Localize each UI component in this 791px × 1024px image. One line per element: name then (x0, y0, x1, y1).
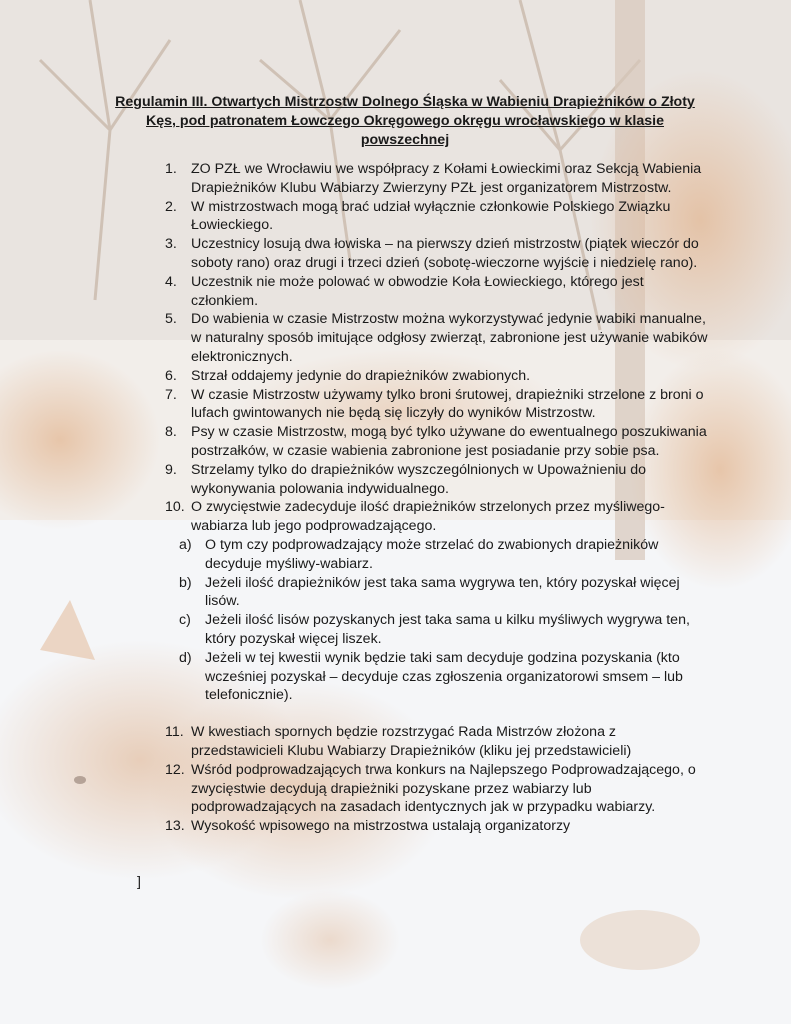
list-item (165, 273, 710, 311)
list-item (165, 423, 710, 461)
item-text: Wysokość wpisowego na mistrzostwa ustalają organizatorzy (191, 818, 571, 835)
list-item (165, 817, 710, 836)
list-item (165, 160, 710, 198)
item-text: W kwestiach spornych będzie rozstrzygać Rada Mistrzów złożona z przedstawicieli Klubu Wabiarzy Drapieżników (kliku jej przedstawicieli) (191, 724, 632, 759)
item-text: Do wabienia w czasie Mistrzostw można wykorzystywać jedynie wabiki manualne, w naturalny sposób imitujące odgłosy zwierząt, zabronione jest używanie wabików elektronicznych. (191, 311, 708, 365)
sub-list-item (163, 649, 710, 705)
item-number: 3. (165, 236, 177, 253)
list-item (165, 367, 710, 386)
list-item (165, 461, 710, 499)
sub-item-letter: c) (179, 612, 191, 629)
item-text: Strzelamy tylko do drapieżników wyszczególnionych w Upoważnieniu do wykonywania polowania indywidualnego. (191, 461, 647, 497)
list-item (165, 198, 710, 236)
list-item (165, 498, 710, 536)
sub-item-letter: b) (179, 574, 192, 591)
item-number: 1. (165, 161, 177, 177)
spacer (165, 705, 710, 723)
item-text: Wśród podprowadzających trwa konkurs na Najlepszego Podprowadzającego, o zwycięstwie decydują drapieżniki pozyskane przez wabiarzy lub podprowadzających na zasadach identycznych jak w przypadku wabiarzy. (191, 761, 696, 816)
item-number: 9. (165, 461, 177, 478)
document-title: Regulamin III. Otwartych Mistrzostw Dolnego Śląska w Wabieniu Drapieżników o Złoty Kęs, pod patronatem Łowczego Okręgowego okręgu wrocławskiego w klasie powszechnej (115, 94, 695, 148)
rules-list (165, 160, 710, 836)
item-text: W mistrzostwach mogą brać udział wyłącznie członkowie Polskiego Związku Łowieckiego. (191, 198, 671, 234)
list-item (165, 386, 710, 424)
sub-item-letter: a) (179, 536, 192, 553)
list-item (165, 723, 710, 761)
sub-item-text: Jeżeli ilość drapieżników jest taka sama wygrywa ten, który pozyskał więcej lisów. (205, 574, 680, 610)
list-item (165, 235, 710, 273)
item-number: 5. (165, 311, 177, 328)
sub-list-item (163, 574, 710, 612)
item-number: 13. (165, 818, 185, 835)
item-number: 10. (165, 499, 185, 516)
item-number: 8. (165, 424, 177, 441)
sub-item-text: Jeżeli w tej kwestii wynik będzie taki sam decyduje godzina pozyskania (kto wcześniej pozyskał – decyduje czas zgłoszenia organizatorowi smsem – lub telefonicznie). (205, 649, 683, 704)
sub-item-text: Jeżeli ilość lisów pozyskanych jest taka sama u kilku myśliwych wygrywa ten, który pozyskał więcej liszek. (205, 612, 690, 647)
item-text: Strzał oddajemy jedynie do drapieżników zwabionych. (191, 367, 531, 384)
item-text: O zwycięstwie zadecyduje ilość drapieżników strzelonych przez myśliwego-wabiarza lub jego podprowadzającego. (191, 499, 665, 535)
item-number: 7. (165, 386, 177, 403)
item-text: Uczestnicy losują dwa łowiska – na pierwszy dzień mistrzostw (piątek wieczór do soboty rano) oraz drugi i trzeci dzień (sobotę-wieczorne wyjście i niedzielę rano). (191, 236, 699, 271)
item-number: 2. (165, 198, 177, 215)
list-item (165, 310, 710, 366)
item-number: 4. (165, 273, 177, 290)
sub-list-item (163, 611, 710, 649)
item-number: 11. (165, 724, 184, 741)
sub-item-text: O tym czy podprowadzający może strzelać do zwabionych drapieżników decyduje myśliwy-wabiarz. (205, 536, 659, 572)
sub-list-item (163, 536, 710, 574)
item-text: W czasie Mistrzostw używamy tylko broni śrutowej, drapieżniki strzelone z broni o lufach gwintowanych nie będą się liczyły do wyników Mistrzostw. (191, 386, 704, 422)
trailing-bracket: ] (137, 874, 141, 890)
item-number: 6. (165, 367, 177, 384)
item-number: 12. (165, 761, 185, 778)
sub-item-letter: d) (179, 649, 192, 666)
item-text: Uczestnik nie może polować w obwodzie Koła Łowieckiego, którego jest członkiem. (191, 273, 644, 309)
list-item (165, 761, 710, 817)
item-text: ZO PZŁ we Wrocławiu we współpracy z Kołami Łowieckimi oraz Sekcją Wabienia Drapieżników Klubu Wabiarzy Zwierzyny PZŁ jest organizatorem Mistrzostw. (191, 161, 702, 196)
item-text: Psy w czasie Mistrzostw, mogą być tylko używane do ewentualnego poszukiwania postrzałków, w czasie wabienia zabronione jest posiadanie przy sobie psa. (191, 424, 707, 459)
